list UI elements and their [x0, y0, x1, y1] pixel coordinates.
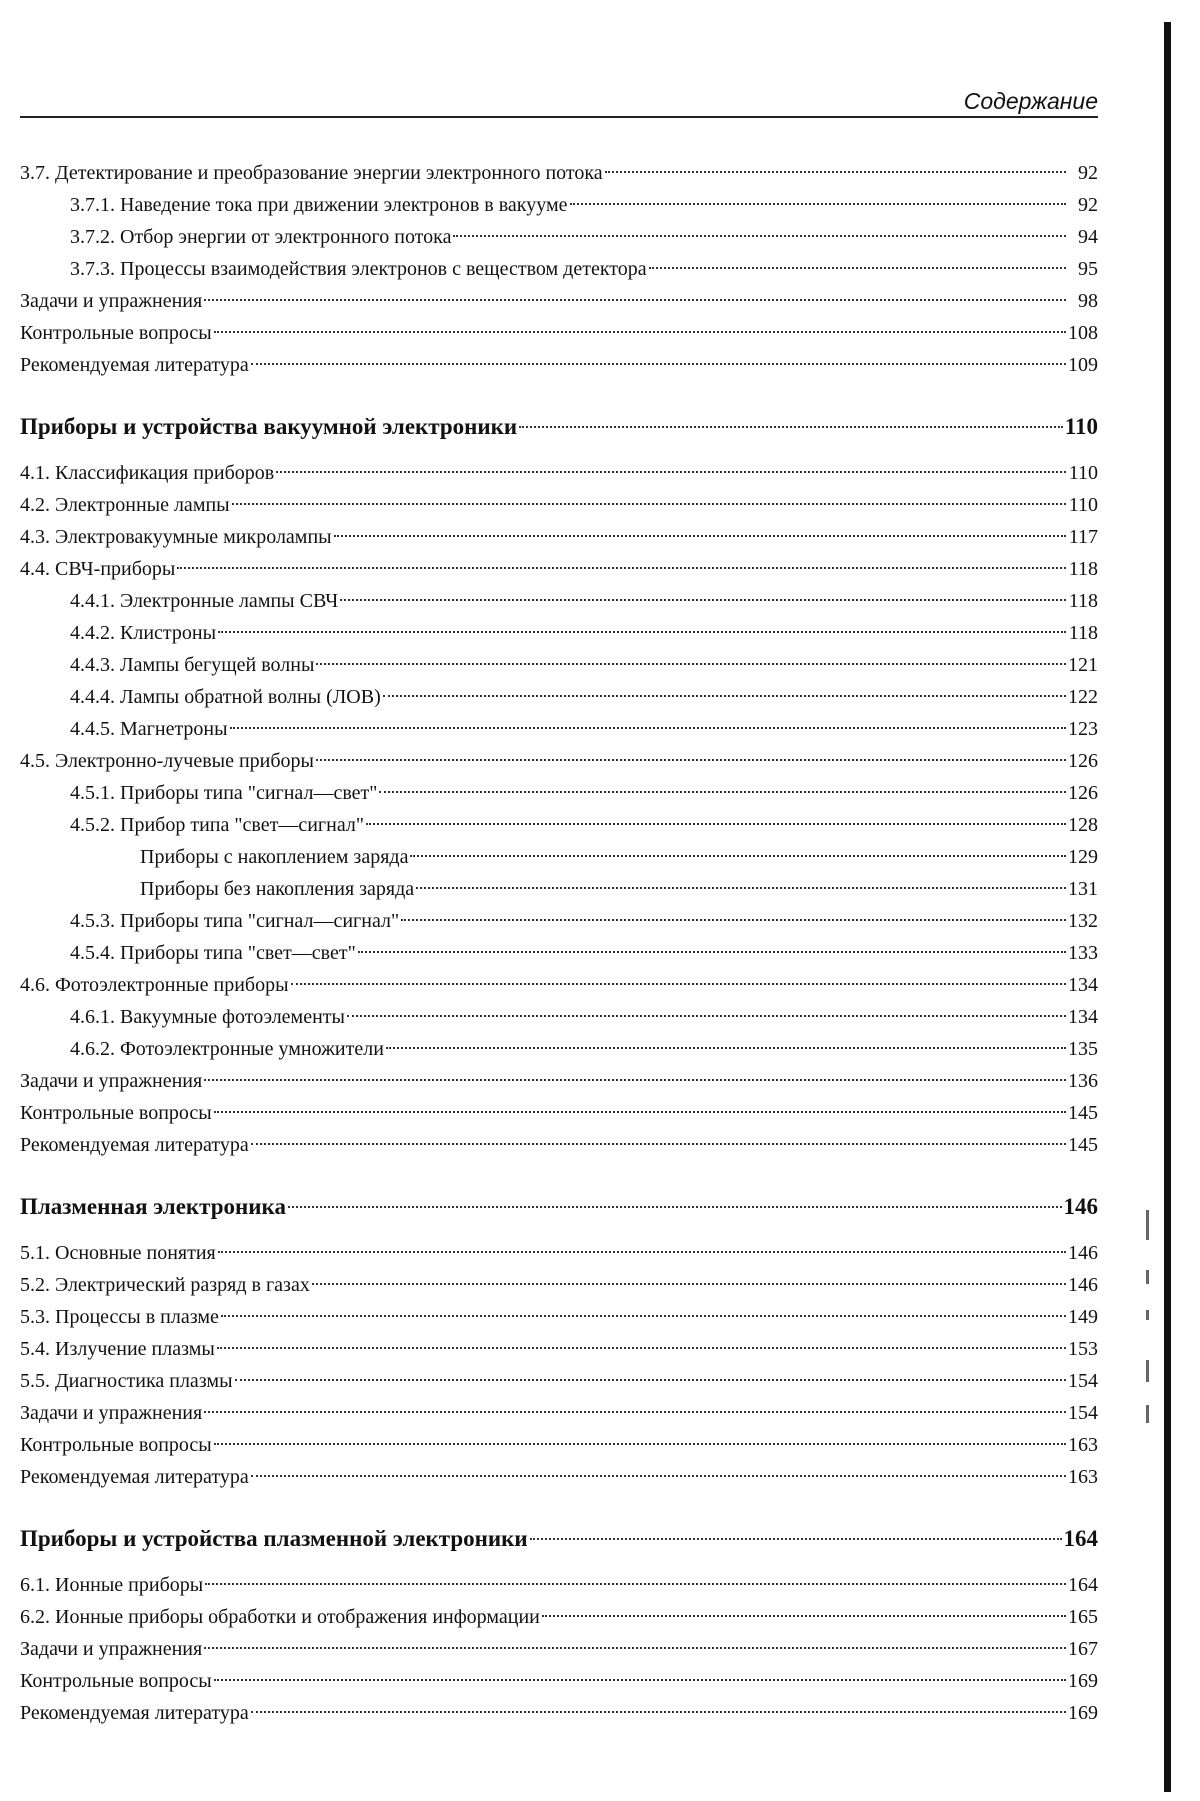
- toc-entry-title: Приборы и устройства вакуумной электроники: [20, 414, 518, 439]
- toc-entry[interactable]: [20, 1461, 1098, 1493]
- toc-page-number: 110: [1068, 494, 1098, 516]
- dot-leader: [379, 791, 1066, 793]
- toc-page-number: 133: [1068, 942, 1098, 964]
- toc-entry-title: Плазменная электроника: [20, 1194, 286, 1219]
- toc-page-number: 153: [1068, 1338, 1098, 1360]
- dot-leader: [217, 1347, 1066, 1349]
- dot-leader: [218, 631, 1066, 633]
- dot-leader: [232, 503, 1066, 505]
- dot-leader: [214, 1111, 1066, 1113]
- dot-leader: [519, 426, 1063, 428]
- dot-leader: [251, 363, 1066, 365]
- toc-entry[interactable]: [20, 1397, 1098, 1429]
- toc-entry-title: 4.5. Электронно-лучевые приборы: [20, 750, 314, 772]
- toc-entry-title: 4.6. Фотоэлектронные приборы: [20, 974, 289, 996]
- scan-speck: [1146, 1360, 1149, 1382]
- toc-page-number: 118: [1068, 622, 1098, 644]
- toc-entry-title: Задачи и упражнения: [20, 1638, 203, 1660]
- page-edge-bar: [1164, 22, 1171, 1792]
- toc-entry[interactable]: [20, 713, 1098, 745]
- toc-entry[interactable]: [20, 189, 1098, 221]
- dot-leader: [214, 1679, 1066, 1681]
- toc-entry-title: 4.1. Классификация приборов: [20, 462, 275, 484]
- toc-entry-title: 5.1. Основные понятия: [20, 1242, 216, 1264]
- dot-leader: [251, 1475, 1066, 1477]
- toc-chapter-heading[interactable]: [20, 407, 1098, 447]
- toc-entry-title: 3.7.1. Наведение тока при движении электронов в вакууме: [70, 194, 568, 216]
- toc-entry-title: 3.7.3. Процессы взаимодействия электронов с веществом детектора: [70, 258, 647, 280]
- toc-entry[interactable]: [20, 1065, 1098, 1097]
- toc-entry[interactable]: [20, 649, 1098, 681]
- toc-entry[interactable]: [20, 1237, 1098, 1269]
- toc-entry-title: Задачи и упражнения: [20, 290, 203, 312]
- toc-entry-title: 4.6.1. Вакуумные фотоэлементы: [70, 1006, 345, 1028]
- toc-entry[interactable]: [20, 873, 1098, 905]
- toc-page-number: 135: [1068, 1038, 1098, 1060]
- toc-page-number: 169: [1068, 1702, 1098, 1724]
- toc-entry[interactable]: [20, 1665, 1098, 1697]
- toc-page-number: 167: [1068, 1638, 1098, 1660]
- dot-leader: [204, 299, 1066, 301]
- dot-leader: [383, 695, 1066, 697]
- toc-page-number: 163: [1068, 1434, 1098, 1456]
- toc-entry-title: 4.4.1. Электронные лампы СВЧ: [70, 590, 339, 612]
- toc-entry-title: 6.1. Ионные приборы: [20, 1574, 204, 1596]
- toc-page-number: 123: [1068, 718, 1098, 740]
- toc-entry[interactable]: [20, 553, 1098, 585]
- toc-entry-title: 4.2. Электронные лампы: [20, 494, 230, 516]
- heading-gap: [20, 1559, 1098, 1569]
- toc-page-number: 146: [1063, 1194, 1098, 1219]
- toc-entry-title: Приборы и устройства плазменной электроники: [20, 1526, 528, 1551]
- scan-speck: [1146, 1210, 1149, 1240]
- toc-entry[interactable]: [20, 841, 1098, 873]
- dot-leader: [542, 1615, 1066, 1617]
- dot-leader: [235, 1379, 1066, 1381]
- toc-entry[interactable]: [20, 349, 1098, 381]
- toc-page-number: 132: [1068, 910, 1098, 932]
- toc-page-number: 110: [1068, 462, 1098, 484]
- toc-entry[interactable]: [20, 585, 1098, 617]
- toc-entry[interactable]: [20, 1429, 1098, 1461]
- dot-leader: [230, 727, 1066, 729]
- toc-entry-title: Задачи и упражнения: [20, 1070, 203, 1092]
- toc-entry[interactable]: [20, 1301, 1098, 1333]
- toc-page-number: 134: [1068, 1006, 1098, 1028]
- toc-page-number: 110: [1064, 414, 1098, 439]
- dot-leader: [221, 1315, 1066, 1317]
- toc-entry-title: 4.5.2. Прибор типа "свет—сигнал": [70, 814, 365, 836]
- toc-page-number: 126: [1068, 782, 1098, 804]
- toc-entry-title: 5.3. Процессы в плазме: [20, 1306, 219, 1328]
- toc-entry[interactable]: [20, 221, 1098, 253]
- toc-entry-title: 4.5.4. Приборы типа "свет—свет": [70, 942, 356, 964]
- toc-page-number: 145: [1068, 1134, 1098, 1156]
- toc-entry-title: 4.6.2. Фотоэлектронные умножители: [70, 1038, 384, 1060]
- toc-page-number: 92: [1078, 194, 1098, 216]
- toc-entry-title: 4.4.3. Лампы бегущей волны: [70, 654, 315, 676]
- toc-entry-title: 4.4.5. Магнетроны: [70, 718, 228, 740]
- dot-leader: [204, 1079, 1066, 1081]
- dot-leader: [218, 1251, 1066, 1253]
- toc-entry-title: Контрольные вопросы: [20, 1434, 212, 1456]
- toc-entry-title: Контрольные вопросы: [20, 1102, 212, 1124]
- toc-entry-title: Рекомендуемая литература: [20, 354, 249, 376]
- toc-page-number: 169: [1068, 1670, 1098, 1692]
- dot-leader: [251, 1143, 1066, 1145]
- toc-entry[interactable]: [20, 489, 1098, 521]
- toc-entry[interactable]: [20, 1129, 1098, 1161]
- toc-entry[interactable]: [20, 905, 1098, 937]
- toc-page-number: 164: [1063, 1526, 1098, 1551]
- toc-page-number: 145: [1068, 1102, 1098, 1124]
- toc-entry-title: 5.5. Диагностика плазмы: [20, 1370, 233, 1392]
- toc-entry[interactable]: [20, 617, 1098, 649]
- dot-leader: [204, 1411, 1066, 1413]
- toc-entry[interactable]: [20, 809, 1098, 841]
- toc-page-number: 134: [1068, 974, 1098, 996]
- toc-entry[interactable]: [20, 937, 1098, 969]
- toc-page-number: 94: [1078, 226, 1098, 248]
- dot-leader: [204, 1647, 1066, 1649]
- toc-entry[interactable]: [20, 157, 1098, 189]
- toc-entry[interactable]: [20, 317, 1098, 349]
- toc-page-number: 98: [1078, 290, 1098, 312]
- toc-entry-title: 6.2. Ионные приборы обработки и отображения информации: [20, 1606, 540, 1628]
- toc-page-number: 129: [1068, 846, 1098, 868]
- toc-page-number: 118: [1068, 558, 1098, 580]
- toc-page-number: 128: [1068, 814, 1098, 836]
- toc-page-number: 163: [1068, 1466, 1098, 1488]
- dot-leader: [276, 471, 1066, 473]
- toc-entry[interactable]: [20, 1601, 1098, 1633]
- dot-leader: [347, 1015, 1066, 1017]
- toc-entry-title: 4.5.1. Приборы типа "сигнал—свет": [70, 782, 378, 804]
- toc-entry-title: 5.2. Электрический разряд в газах: [20, 1274, 310, 1296]
- toc-entry[interactable]: [20, 745, 1098, 777]
- toc-entry-title: 4.4.2. Клистроны: [70, 622, 217, 644]
- toc-entry[interactable]: [20, 681, 1098, 713]
- toc-page-number: 108: [1068, 322, 1098, 344]
- toc-entry-title: Рекомендуемая литература: [20, 1466, 249, 1488]
- dot-leader: [605, 171, 1066, 173]
- toc-entry[interactable]: [20, 1633, 1098, 1665]
- toc-entry-title: 3.7. Детектирование и преобразование энергии электронного потока: [20, 162, 603, 184]
- toc-page-number: 122: [1068, 686, 1098, 708]
- dot-leader: [251, 1711, 1066, 1713]
- toc-page-number: 149: [1068, 1306, 1098, 1328]
- toc-page-number: 136: [1068, 1070, 1098, 1092]
- toc-entry-title: Приборы с накоплением заряда: [140, 846, 409, 868]
- toc-page-number: 95: [1078, 258, 1098, 280]
- heading-gap: [20, 447, 1098, 457]
- toc-page-number: 126: [1068, 750, 1098, 772]
- toc-entry-title: 4.4. СВЧ-приборы: [20, 558, 176, 580]
- toc-entry[interactable]: [20, 1365, 1098, 1397]
- toc-page-number: 154: [1068, 1370, 1098, 1392]
- toc-entry[interactable]: [20, 1269, 1098, 1301]
- toc-entry-title: Контрольные вопросы: [20, 1670, 212, 1692]
- dot-leader: [386, 1047, 1066, 1049]
- toc-entry-title: Задачи и упражнения: [20, 1402, 203, 1424]
- section-gap: [20, 381, 1098, 407]
- dot-leader: [177, 567, 1066, 569]
- toc-entry[interactable]: [20, 521, 1098, 553]
- scan-speck: [1146, 1270, 1149, 1284]
- toc-chapter-heading[interactable]: [20, 1519, 1098, 1559]
- dot-leader: [401, 919, 1066, 921]
- toc-page-number: 131: [1068, 878, 1098, 900]
- toc-entry-title: Рекомендуемая литература: [20, 1134, 249, 1156]
- toc-page-number: 164: [1068, 1574, 1098, 1596]
- toc-entry[interactable]: [20, 1333, 1098, 1365]
- dot-leader: [453, 235, 1066, 237]
- dot-leader: [291, 983, 1066, 985]
- toc-entry[interactable]: [20, 457, 1098, 489]
- toc-page-number: 118: [1068, 590, 1098, 612]
- toc-entry-title: Контрольные вопросы: [20, 322, 212, 344]
- dot-leader: [340, 599, 1066, 601]
- toc-entry[interactable]: [20, 1097, 1098, 1129]
- section-gap: [20, 1161, 1098, 1187]
- dot-leader: [366, 823, 1066, 825]
- toc-entry[interactable]: [20, 969, 1098, 1001]
- toc-page-number: 146: [1068, 1242, 1098, 1264]
- toc-chapter-heading[interactable]: [20, 1187, 1098, 1227]
- toc-entry-title: 3.7.2. Отбор энергии от электронного потока: [70, 226, 452, 248]
- toc-page-number: 117: [1068, 526, 1098, 548]
- dot-leader: [358, 951, 1066, 953]
- toc-entry[interactable]: [20, 1033, 1098, 1065]
- table-of-contents: [20, 157, 1098, 1729]
- heading-gap: [20, 1227, 1098, 1237]
- section-gap: [20, 1493, 1098, 1519]
- toc-entry[interactable]: [20, 1001, 1098, 1033]
- scan-speck: [1146, 1310, 1149, 1320]
- header-rule: [20, 116, 1098, 118]
- dot-leader: [312, 1283, 1066, 1285]
- dot-leader: [649, 267, 1066, 269]
- toc-entry-title: 5.4. Излучение плазмы: [20, 1338, 215, 1360]
- dot-leader: [288, 1206, 1062, 1208]
- dot-leader: [530, 1538, 1062, 1540]
- toc-page-number: 92: [1078, 162, 1098, 184]
- dot-leader: [334, 535, 1066, 537]
- toc-entry-title: 4.5.3. Приборы типа "сигнал—сигнал": [70, 910, 400, 932]
- dot-leader: [570, 203, 1067, 205]
- dot-leader: [316, 759, 1066, 761]
- dot-leader: [416, 887, 1066, 889]
- toc-entry[interactable]: [20, 285, 1098, 317]
- scan-speck: [1146, 1405, 1149, 1423]
- toc-page-number: 121: [1068, 654, 1098, 676]
- toc-entry-title: 4.4.4. Лампы обратной волны (ЛОВ): [70, 686, 381, 708]
- toc-page-number: 146: [1068, 1274, 1098, 1296]
- toc-entry[interactable]: [20, 1569, 1098, 1601]
- toc-entry[interactable]: [20, 253, 1098, 285]
- dot-leader: [410, 855, 1066, 857]
- dot-leader: [214, 1443, 1066, 1445]
- toc-entry-title: 4.3. Электровакуумные микролампы: [20, 526, 332, 548]
- toc-entry[interactable]: [20, 1697, 1098, 1729]
- toc-page-number: 109: [1068, 354, 1098, 376]
- dot-leader: [205, 1583, 1066, 1585]
- toc-page-number: 165: [1068, 1606, 1098, 1628]
- dot-leader: [214, 331, 1066, 333]
- dot-leader: [316, 663, 1066, 665]
- toc-page-number: 154: [1068, 1402, 1098, 1424]
- toc-entry[interactable]: [20, 777, 1098, 809]
- toc-entry-title: Приборы без накопления заряда: [140, 878, 415, 900]
- toc-entry-title: Рекомендуемая литература: [20, 1702, 249, 1724]
- running-title: Содержание: [963, 88, 1098, 114]
